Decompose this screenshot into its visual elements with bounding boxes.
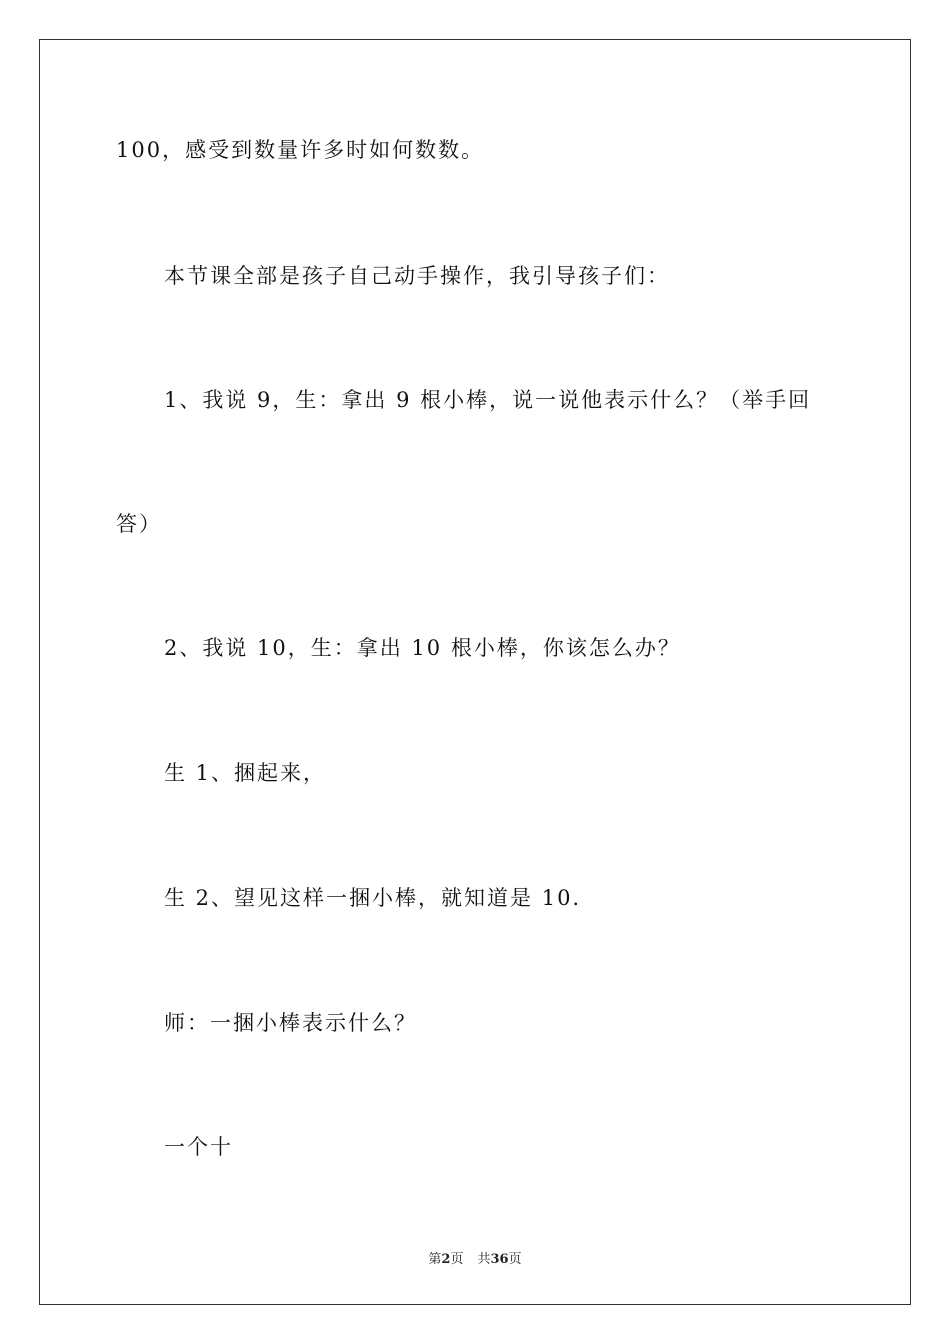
paragraph-line: 师：一捆小棒表示什么？: [164, 1011, 417, 1035]
footer-total-pages: 36: [490, 1252, 509, 1267]
footer-page-number: 2: [441, 1252, 451, 1267]
paragraph-line: 1、我说 9，生：拿出 9 根小棒，说一说他表示什么？（举手回: [164, 388, 812, 412]
paragraph-line: 生 1、捆起来，: [164, 761, 327, 785]
footer-total-suffix: 页: [508, 1252, 522, 1267]
paragraph-line: 生 2、望见这样一捆小棒，就知道是 10.: [164, 886, 582, 910]
page-footer: [0, 1248, 950, 1267]
paragraph-line: 答）: [116, 512, 162, 536]
footer-total-prefix: 共: [477, 1252, 491, 1267]
footer-prefix: 第: [428, 1252, 442, 1267]
footer-page-suffix: 页: [450, 1252, 464, 1267]
paragraph-line: 一个十: [164, 1135, 233, 1159]
paragraph-line: 本节课全部是孩子自己动手操作，我引导孩子们：: [164, 264, 670, 288]
paragraph-line: 100，感受到数量许多时如何数数。: [116, 138, 485, 162]
paragraph-line: 2、我说 10，生：拿出 10 根小棒，你该怎么办？: [164, 636, 681, 660]
page-border: [39, 39, 911, 1305]
